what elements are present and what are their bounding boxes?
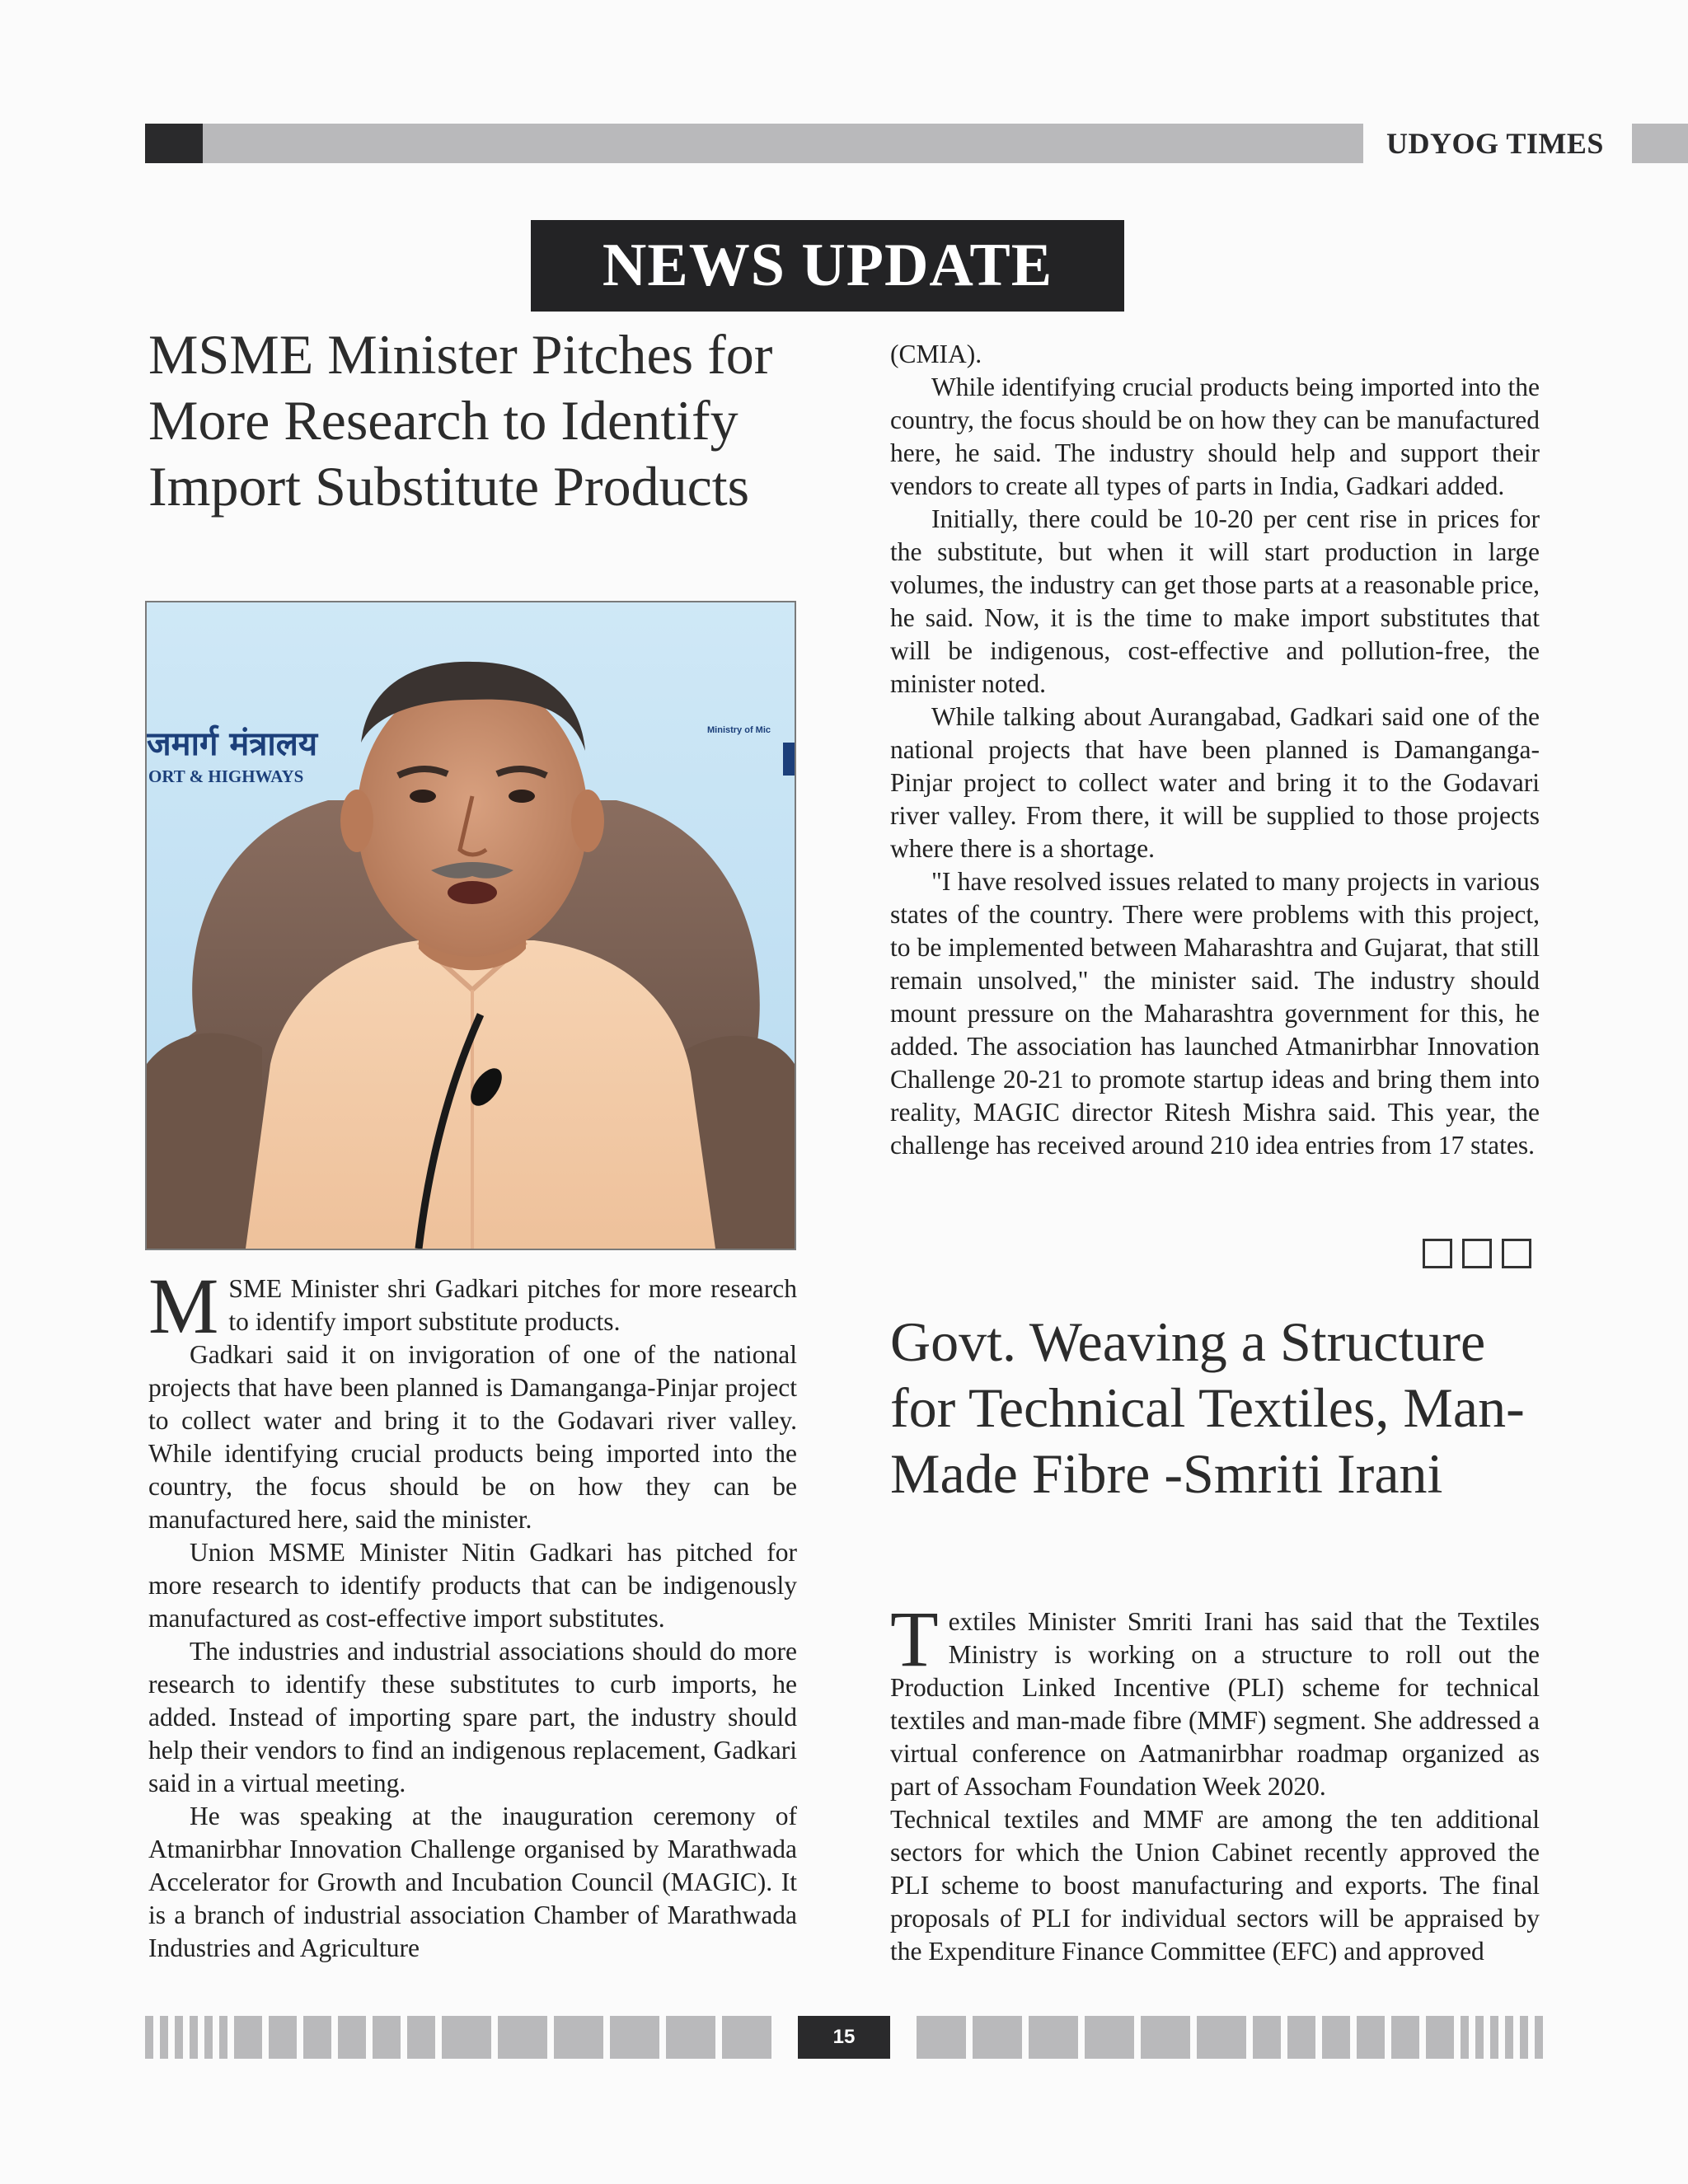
footer-stripe bbox=[1141, 2016, 1190, 2059]
footer-stripe bbox=[666, 2016, 715, 2059]
article1-headline: MSME Minister Pitches for More Research to Identify Import Substitute Products bbox=[148, 323, 773, 518]
footer-stripe bbox=[204, 2016, 213, 2059]
header-block-right bbox=[1632, 124, 1688, 163]
publication-name: UDYOG TIMES bbox=[1386, 127, 1604, 160]
section-banner: NEWS UPDATE bbox=[531, 220, 1124, 312]
article1-paragraph: The industries and industrial associations should do more research to identify these substitutes to curb imports, he added. Instead of importing spare part, the industry should help their vendors to find an indigenous replacement, Gadkari said in a virtual meeting. bbox=[148, 1637, 797, 1797]
sign-hindi: जमार्ग मंत्रालय bbox=[147, 725, 318, 763]
footer-stripe bbox=[1391, 2016, 1419, 2059]
footer-stripe bbox=[1426, 2016, 1454, 2059]
footer-stripe bbox=[1535, 2016, 1543, 2059]
page-footer bbox=[145, 2016, 1543, 2059]
footer-stripe bbox=[1287, 2016, 1315, 2059]
article2-lead-paragraph bbox=[890, 1595, 1540, 1803]
footer-stripe bbox=[1490, 2016, 1498, 2059]
footer-stripe bbox=[269, 2016, 297, 2059]
article1-dropcap: M bbox=[148, 1262, 219, 1350]
header-bar bbox=[203, 124, 1363, 163]
footer-stripe bbox=[442, 2016, 491, 2059]
article1-continued-paragraph: While talking about Aurangabad, Gadkari said one of the national projects that have been planned is Damanganga-Pinjar project to collect water and bring it to the Godavari river valley. From there, it will be supplied to those projects where there is a shortage. bbox=[890, 702, 1540, 863]
article1-body-left bbox=[148, 1262, 797, 1965]
article1-continued-first: (CMIA). bbox=[890, 340, 982, 368]
article1-paragraph: Union MSME Minister Nitin Gadkari has pitched for more research to identify products that can be indigenously manufactured as cost-effective import substitutes. bbox=[148, 1538, 797, 1633]
footer-stripe bbox=[145, 2016, 153, 2059]
footer-stripe bbox=[160, 2016, 168, 2059]
end-of-article-marks bbox=[1423, 1239, 1531, 1268]
article1-continued-paragraph: "I have resolved issues related to many projects in various states of the country. There were problems with this project, to be implemented between Maharashtra and Gujarat, that still remain unsolved," the minister said. The industry should mount pressure on the Maharashtra government for this, he added. The association has launched Atmanirbhar Innovation Challenge 20-21 to promote startup ideas and bring them into reality, MAGIC director Ritesh Mishra said. This year, the challenge has received around 210 idea entries from 17 states. bbox=[890, 867, 1540, 1160]
article2-body bbox=[890, 1595, 1540, 1968]
footer-stripe bbox=[610, 2016, 659, 2059]
footer-stripe bbox=[498, 2016, 547, 2059]
footer-stripe bbox=[973, 2016, 1022, 2059]
footer-stripe bbox=[338, 2016, 366, 2059]
footer-stripe bbox=[1322, 2016, 1350, 2059]
article1-lead: SME Minister shri Gadkari pitches for more research to identify import substitute products. bbox=[228, 1274, 797, 1336]
footer-stripe bbox=[303, 2016, 331, 2059]
footer-stripe bbox=[1357, 2016, 1385, 2059]
footer-stripe bbox=[917, 2016, 966, 2059]
page-header bbox=[145, 124, 1604, 163]
footer-stripe bbox=[1475, 2016, 1484, 2059]
article1-continued-paragraph: While identifying crucial products being imported into the country, the focus should be on how they can be manufactured here, he said. The industry should help and support their vendors to create all types of parts in India, Gadkari added. bbox=[890, 373, 1540, 500]
footer-stripe bbox=[190, 2016, 198, 2059]
article2-paragraph: Technical textiles and MMF are among the ten additional sectors for which the Union Cabinet recently approved the PLI scheme to boost manufacturing and exports. The final proposals of PLI for individual sectors will be appraised by the Expenditure Finance Committee (EFC) and approved bbox=[890, 1805, 1540, 1966]
footer-stripe bbox=[1461, 2016, 1469, 2059]
footer-stripe bbox=[1253, 2016, 1281, 2059]
article1-body-right bbox=[890, 338, 1540, 1162]
article1-photo bbox=[145, 601, 796, 1250]
article2-lead: extiles Minister Smriti Irani has said that the Textiles Ministry is working on a structure to roll out the Production Linked Incentive (PLI) scheme for technical textiles and man-made fibre (MMF) segment. She addressed a virtual conference on Aatmanirbhar roadmap organized as part of Assocham Foundation Week 2020. bbox=[890, 1607, 1540, 1801]
footer-stripe bbox=[219, 2016, 227, 2059]
end-mark-box bbox=[1423, 1239, 1452, 1268]
end-mark-box bbox=[1502, 1239, 1531, 1268]
header-block-left bbox=[145, 124, 203, 163]
article2-dropcap: T bbox=[890, 1595, 939, 1683]
footer-stripe bbox=[1029, 2016, 1078, 2059]
footer-stripe bbox=[1085, 2016, 1134, 2059]
sign-right: Ministry of Mic bbox=[707, 725, 771, 735]
footer-stripe bbox=[722, 2016, 771, 2059]
footer-stripe bbox=[1505, 2016, 1513, 2059]
article1-lead-paragraph bbox=[148, 1262, 797, 1350]
sign-english: ORT & HIGHWAYS bbox=[148, 766, 304, 786]
footer-stripe bbox=[407, 2016, 435, 2059]
footer-stripe bbox=[175, 2016, 183, 2059]
footer-stripe bbox=[373, 2016, 401, 2059]
footer-stripe bbox=[554, 2016, 603, 2059]
article1-paragraph: He was speaking at the inauguration ceremony of Atmanirbhar Innovation Challenge organised by Marathwada Accelerator for Growth and Incubation Council (MAGIC). It is a branch of industrial association Chamber of Marathwada Industries and Agriculture bbox=[148, 1802, 797, 1962]
footer-stripe bbox=[234, 2016, 262, 2059]
article1-continued-paragraph: Initially, there could be 10-20 per cent rise in prices for the substitute, but when it will start production in large volumes, the industry can get those parts at a reasonable price, he said. Now, it is the time to make import substitutes that will be indigenous, cost-effective and pollution-free, the minister noted. bbox=[890, 504, 1540, 698]
gadkari-photo bbox=[147, 602, 795, 1249]
footer-stripe bbox=[1197, 2016, 1246, 2059]
article1-paragraph: Gadkari said it on invigoration of one of the national projects that have been planned is Damanganga-Pinjar project to collect water and bring it to the Godavari river valley. While identifying crucial products being imported into the country, the focus should be on how they can be manufactured here, said the minister. bbox=[148, 1340, 797, 1534]
footer-stripe bbox=[1520, 2016, 1528, 2059]
page-number: 15 bbox=[798, 2016, 890, 2059]
article2-headline: Govt. Weaving a Structure for Technical Textiles, Man-Made Fibre -Smriti Irani bbox=[890, 1310, 1525, 1505]
end-mark-box bbox=[1462, 1239, 1492, 1268]
